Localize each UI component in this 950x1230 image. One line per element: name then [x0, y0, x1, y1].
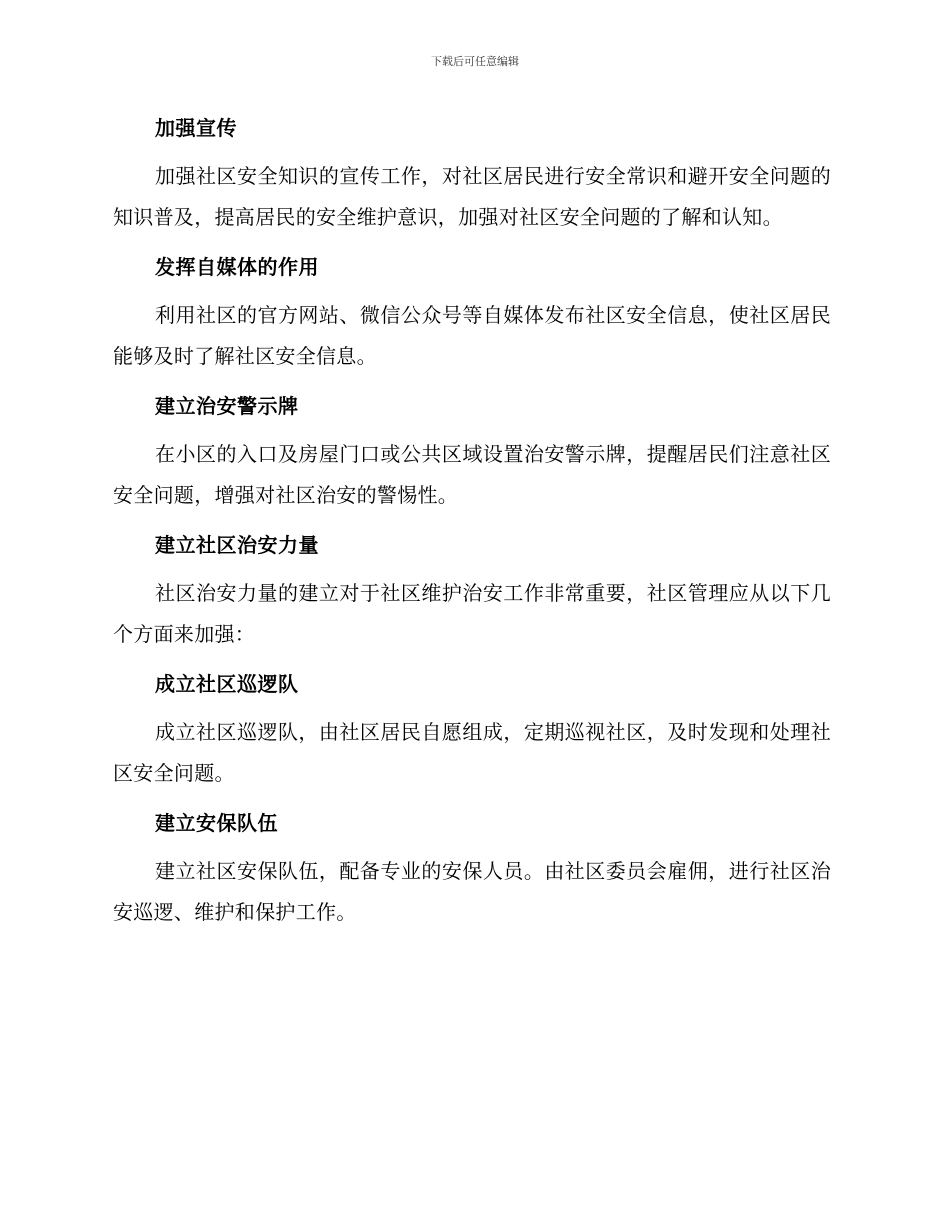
- section-heading-warning-signs: 建立治安警示牌: [155, 394, 299, 418]
- section-heading-publicity: 加强宣传: [155, 116, 237, 140]
- section-heading-patrol-team: 成立社区巡逻队: [155, 672, 299, 696]
- section-paragraph-patrol-team: 成立社区巡逻队，由社区居民自愿组成，定期巡视社区，及时发现和处理社区安全问题。: [113, 720, 831, 785]
- document-body: [113, 108, 831, 942]
- section-paragraph-publicity: 加强社区安全知识的宣传工作，对社区居民进行安全常识和避开安全问题的知识普及，提高居民的安全维护意识，加强对社区安全问题的了解和认知。: [113, 164, 831, 229]
- section-heading-security-staff: 建立安保队伍: [155, 811, 278, 835]
- section-paragraph-warning-signs: 在小区的入口及房屋门口或公共区域设置治安警示牌，提醒居民们注意社区安全问题，增强对社区治安的警惕性。: [113, 442, 831, 507]
- page-header-note: 下载后可任意编辑: [431, 55, 519, 68]
- section-paragraph-self-media: 利用社区的官方网站、微信公众号等自媒体发布社区安全信息，使社区居民能够及时了解社区安全信息。: [113, 303, 831, 368]
- section-heading-self-media: 发挥自媒体的作用: [155, 255, 319, 279]
- section-paragraph-security-force: 社区治安力量的建立对于社区维护治安工作非常重要，社区管理应从以下几个方面来加强：: [113, 581, 831, 646]
- section-paragraph-security-staff: 建立社区安保队伍，配备专业的安保人员。由社区委员会雇佣，进行社区治安巡逻、维护和保护工作。: [113, 859, 831, 924]
- section-heading-security-force: 建立社区治安力量: [155, 533, 319, 557]
